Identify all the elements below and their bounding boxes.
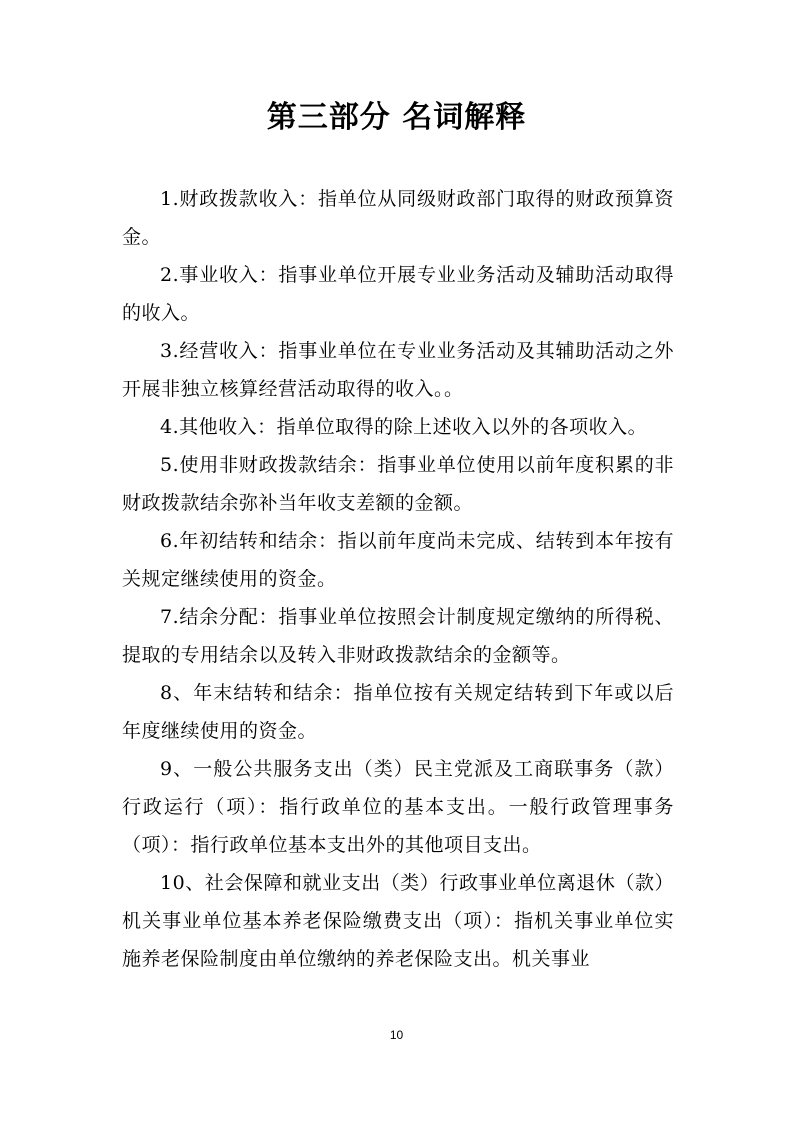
definition-paragraph: 5.使用非财政拨款结余：指事业单位使用以前年度积累的非财政拨款结余弥补当年收支差额的金额。	[122, 454, 674, 514]
definition-paragraph: 8、年末结转和结余：指单位按有关规定结转到下年或以后年度继续使用的资金。	[122, 682, 674, 742]
definitions-body	[122, 180, 674, 978]
definition-paragraph: 3.经营收入：指事业单位在专业业务活动及其辅助活动之外开展非独立核算经营活动取得的收入。。	[122, 340, 674, 400]
definition-paragraph: 2.事业收入：指事业单位开展专业业务活动及辅助活动取得的收入。	[122, 264, 674, 324]
definition-paragraph: 10、社会保障和就业支出（类）行政事业单位离退休（款）机关事业单位基本养老保险缴费支出（项）：指机关事业单位实施养老保险制度由单位缴纳的养老保险支出。机关事业	[122, 872, 674, 970]
definition-paragraph: 7.结余分配：指事业单位按照会计制度规定缴纳的所得税、提取的专用结余以及转入非财政拨款结余的金额等。	[122, 606, 674, 666]
page-number: 10	[389, 1028, 404, 1042]
page-title: 第三部分 名词解释	[266, 100, 527, 135]
definition-paragraph: 6.年初结转和结余：指以前年度尚未完成、结转到本年按有关规定继续使用的资金。	[122, 530, 674, 590]
definition-paragraph: 4.其他收入：指单位取得的除上述收入以外的各项收入。	[160, 416, 648, 438]
definition-paragraph: 9、一般公共服务支出（类）民主党派及工商联事务（款）行政运行（项）：指行政单位的基本支出。一般行政管理事务（项）：指行政单位基本支出外的其他项目支出。	[122, 758, 674, 856]
definition-paragraph: 1.财政拨款收入：指单位从同级财政部门取得的财政预算资金。	[122, 188, 674, 248]
